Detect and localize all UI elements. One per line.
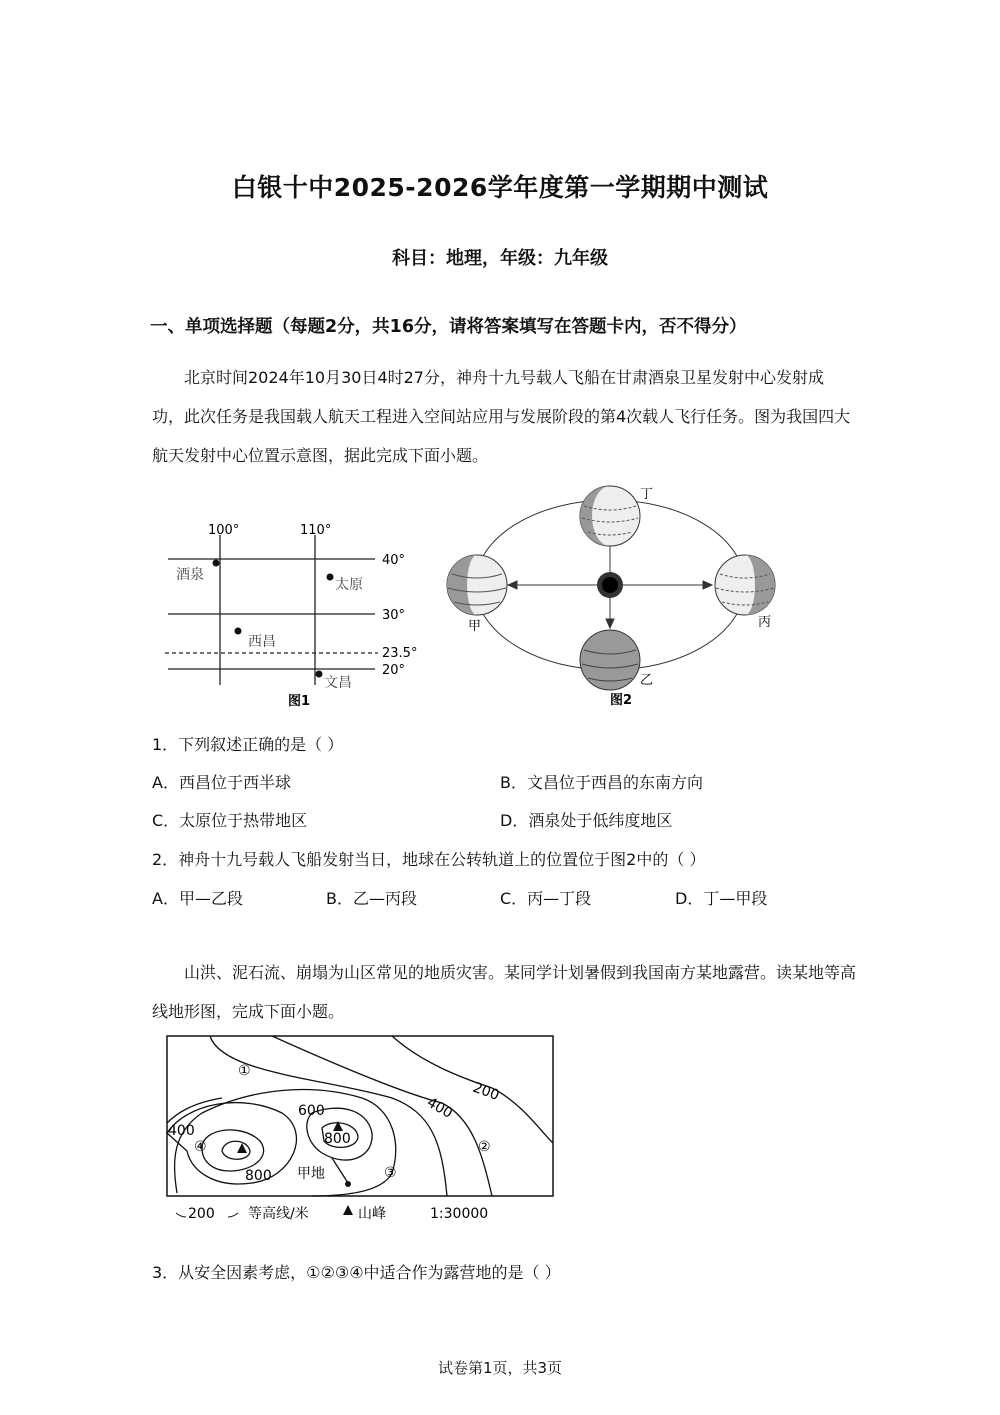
place-jia-di: 甲地 [297,1166,325,1182]
earth-yi-icon [580,630,640,690]
xichang-dot [235,628,242,635]
label-1: ① [238,1063,251,1079]
figure-3-contour-map [162,1033,562,1225]
passage-2: 山洪、泥石流、崩塌为山区常见的地质灾害。某同学计划暑假到我国南方某地露营。读某地等高线地形图，完成下面小题。 [152,963,857,1021]
lat-label-20: 20° [382,663,406,678]
figure-1-map [160,515,430,710]
contour-label-400: 400 [424,1094,456,1122]
legend-contour: 等高线/米 [248,1206,309,1222]
label-4: ④ [194,1139,207,1155]
page-subtitle: 科目：地理，年级：九年级 [392,248,608,269]
jiuquan-dot [213,560,220,567]
legend-value: 200 [188,1206,215,1222]
map-scale: 1:30000 [430,1206,489,1222]
q1-option-d[interactable]: D．酒泉处于低纬度地区 [500,811,673,830]
earth-bing-icon [715,555,775,615]
q1-option-c[interactable]: C．太原位于热带地区 [152,811,308,830]
pos-ding: 丁 [640,487,654,502]
figure-1-caption: 图1 [288,694,311,709]
lon-label-110: 110° [300,523,332,538]
figure-2-orbit [440,478,790,710]
q2-option-a[interactable]: A．甲—乙段 [152,889,243,908]
taiyuan-dot [327,574,334,581]
contour-label-400-left: 400 [168,1123,195,1139]
section-heading: 一、单项选择题（每题2分，共16分，请将答案填写在答题卡内，否不得分） [150,317,747,337]
legend-peak-icon [343,1205,353,1215]
place-taiyuan: 太原 [335,577,363,593]
label-2: ② [478,1139,491,1155]
lon-label-100: 100° [208,523,240,538]
place-jiuquan: 酒泉 [176,567,204,583]
lat-label-30: 30° [382,608,406,623]
jia-di-dot [345,1181,351,1187]
page-footer: 试卷第1页，共3页 [437,1359,563,1377]
page-title: 白银十中2025-2026学年度第一学期期中测试 [231,173,769,202]
pos-jia: 甲 [468,619,482,634]
pos-bing: 丙 [758,615,772,630]
contour-label-200: 200 [470,1079,502,1104]
q2-option-c[interactable]: C．丙—丁段 [500,889,592,908]
lat-label-40: 40° [382,553,406,568]
q1-option-a[interactable]: A．西昌位于西半球 [152,773,291,792]
place-wenchang: 文昌 [324,675,352,691]
q1-stem: 1．下列叙述正确的是（ ） [152,735,344,754]
q2-option-d[interactable]: D．丁—甲段 [675,889,768,908]
contour-label-800b: 800 [245,1168,272,1184]
legend-peak: 山峰 [358,1206,386,1222]
contour-label-800a: 800 [324,1131,351,1147]
earth-ding-icon [580,486,640,546]
q3-stem: 3．从安全因素考虑，①②③④中适合作为露营地的是（ ） [152,1263,561,1282]
contour-label-600: 600 [298,1103,325,1119]
figure-2-caption: 图2 [610,693,633,708]
wenchang-dot [316,671,323,678]
place-xichang: 西昌 [248,634,276,650]
q1-option-b[interactable]: B．文昌位于西昌的东南方向 [500,773,703,792]
earth-jia-icon [447,555,507,615]
label-3: ③ [384,1165,397,1181]
q2-stem: 2．神舟十九号载人飞船发射当日，地球在公转轨道上的位置位于图2中的（ ） [152,850,706,869]
lat-label-23-5: 23.5° [382,646,418,661]
pos-yi: 乙 [640,673,654,688]
passage-1: 北京时间2024年10月30日4时27分，神舟十九号载人飞船在甘肃酒泉卫星发射中心发射成功，此次任务是我国载人航天工程进入空间站应用与发展阶段的第4次载人飞行任务。图为我国四大航天发射中心位置示意图，据此完成下面小题。 [152,368,851,465]
q2-option-b[interactable]: B．乙—丙段 [326,889,417,908]
